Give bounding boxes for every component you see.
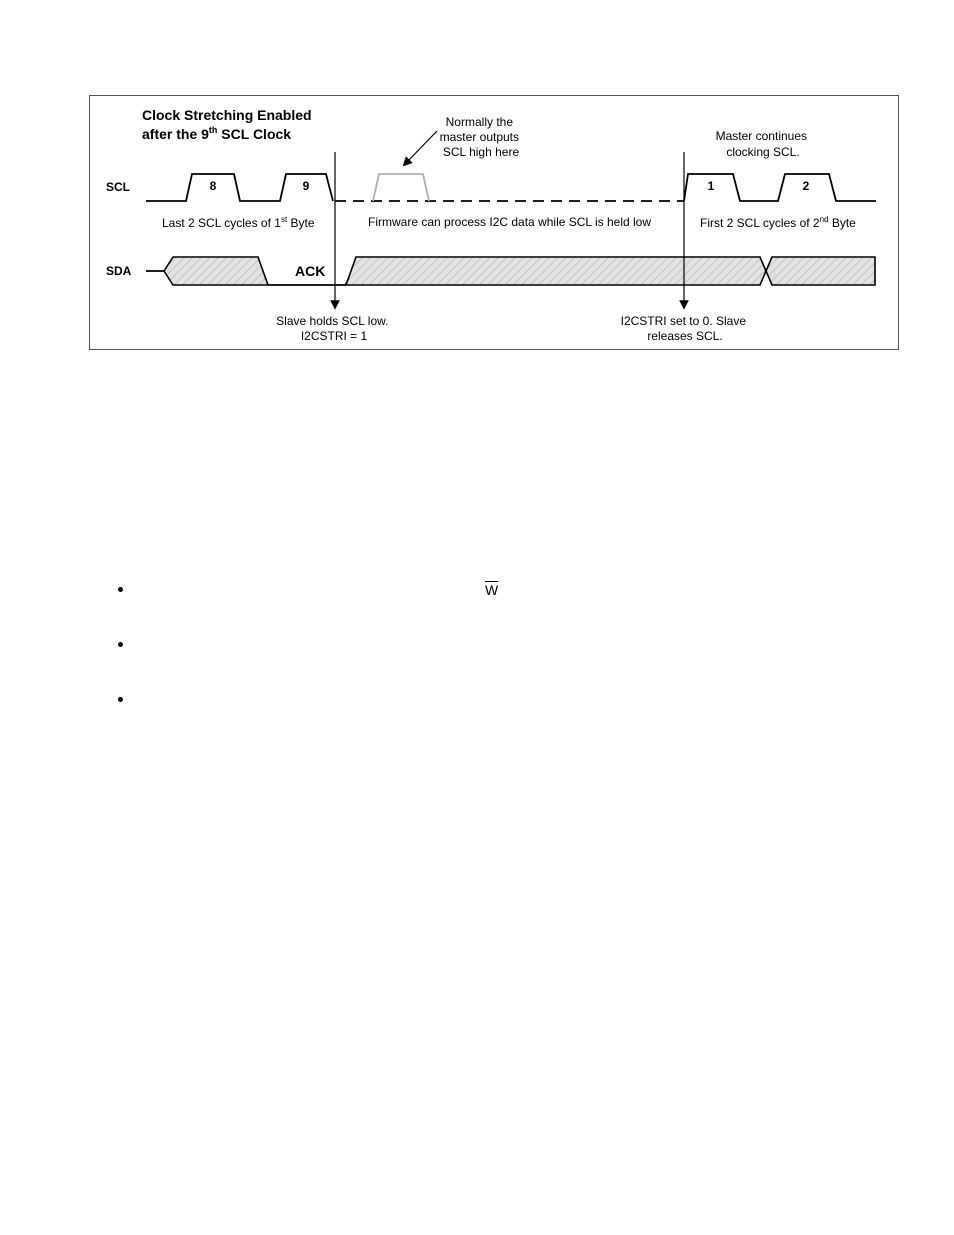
caption-firmware-processing: Firmware can process I2C data while SCL is held low [368, 215, 652, 229]
ack-label: ACK [295, 263, 326, 279]
sda-data-next-byte [346, 257, 766, 285]
caption-last-cycles: Last 2 SCL cycles of 1st Byte [162, 215, 315, 230]
note-normally-scl-high: Normally the master outputs SCL high here [439, 115, 520, 159]
caption-first-cycles: First 2 SCL cycles of 2nd Byte [700, 215, 856, 230]
diagram-title-line1: Clock Stretching Enabled [142, 107, 312, 123]
scl-pulse-2-label: 2 [802, 179, 810, 193]
clock-stretching-timing-diagram [0, 0, 954, 360]
sda-data-next-bit [766, 257, 875, 285]
w-overline-symbol: $\overline{W}$ [485, 582, 499, 598]
bullet-dot [118, 697, 123, 702]
diagram-title-line2: after the 9th SCL Clock [142, 125, 292, 142]
note-slave-holds-scl: Slave holds SCL low. I2CSTRI = 1 [276, 314, 389, 343]
sda-data-bit-8 [164, 257, 268, 285]
scl-signal-label: SCL [106, 180, 130, 194]
scl-pulse-8-label: 8 [209, 179, 217, 193]
note-master-continues: Master continues clocking SCL. [715, 129, 808, 159]
sda-signal-label: SDA [106, 264, 132, 278]
scl-pulse-1-label: 1 [707, 179, 715, 193]
bullet-dot [118, 587, 123, 592]
bullet-dot [118, 642, 123, 647]
scl-pulse-9-label: 9 [302, 179, 310, 193]
note-slave-releases-scl: I2CSTRI set to 0. Slave releases SCL. [620, 314, 747, 343]
